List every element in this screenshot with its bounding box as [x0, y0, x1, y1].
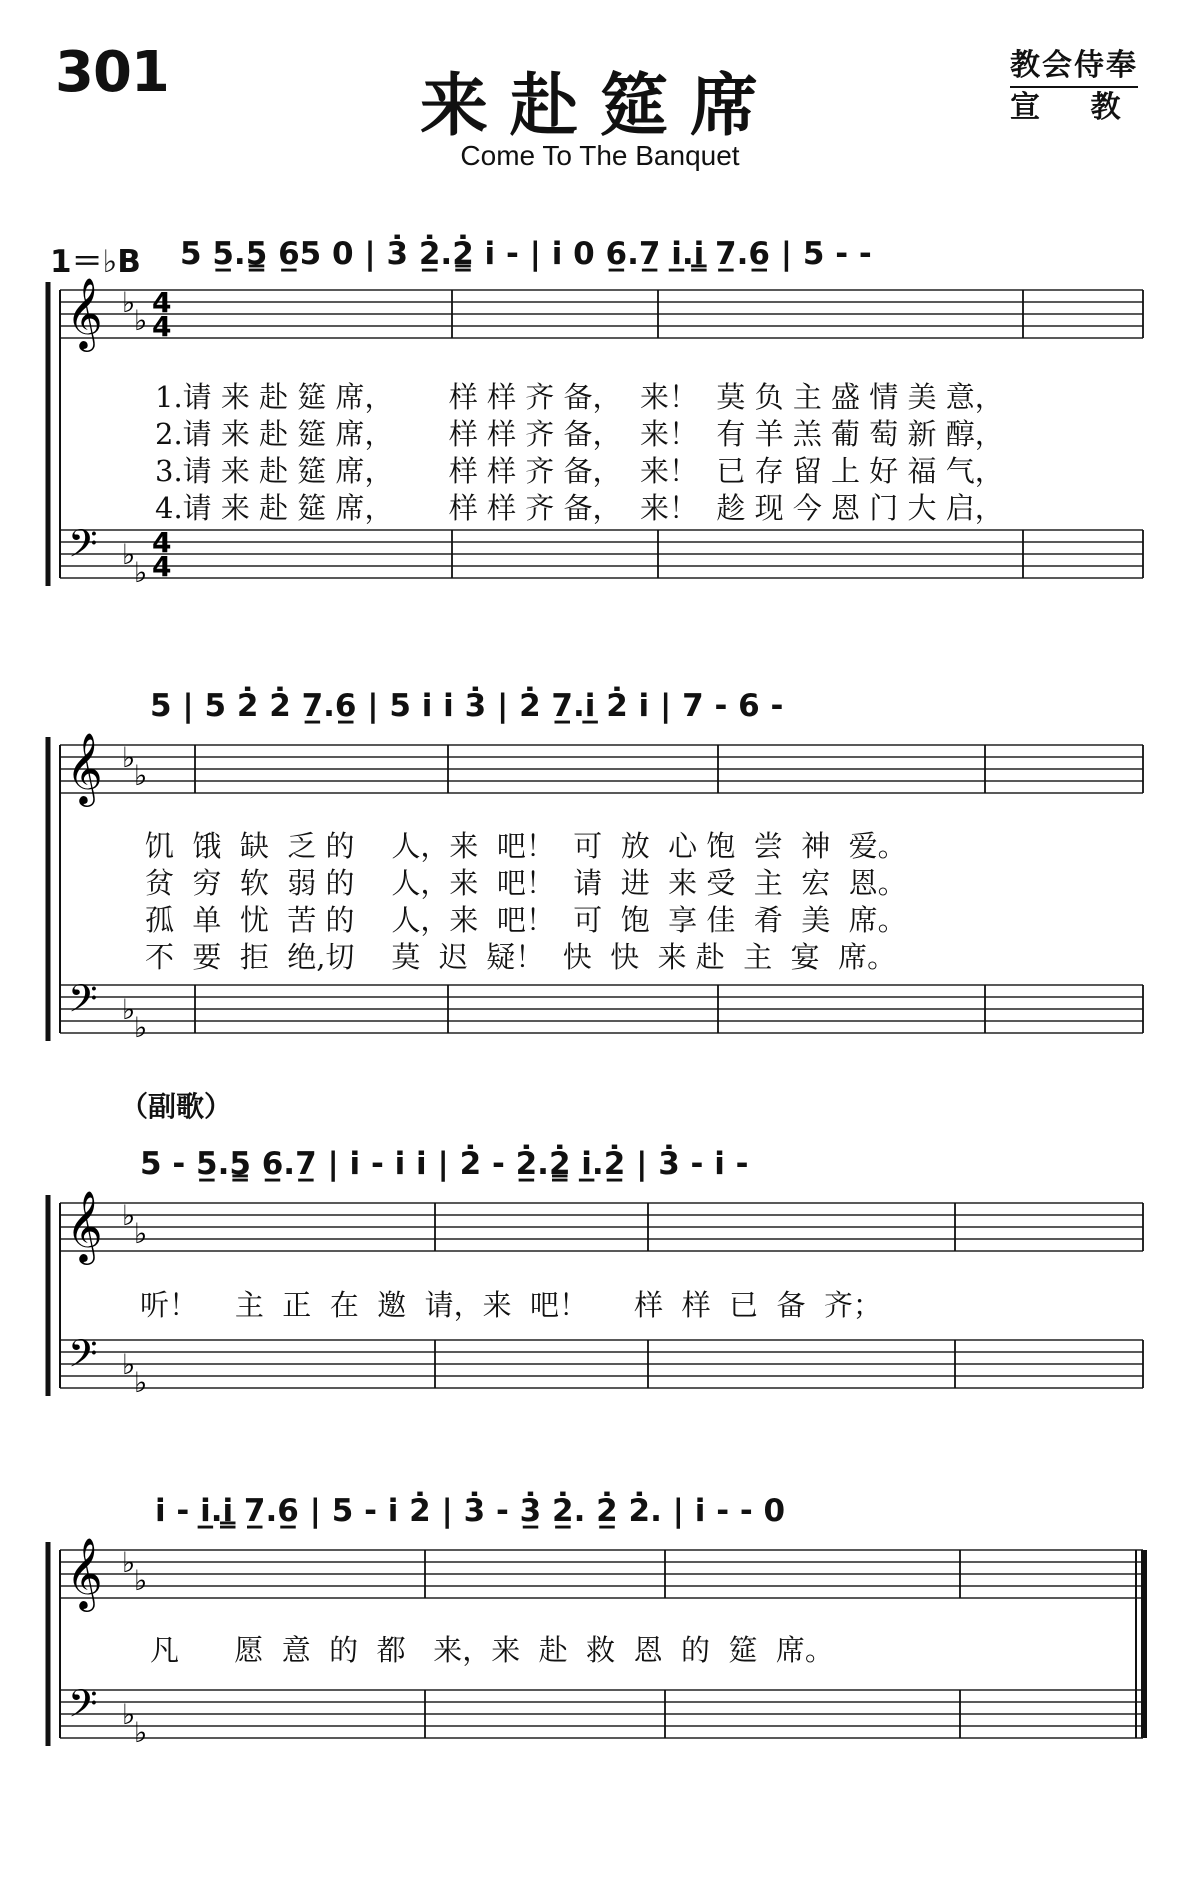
- bass-clef-icon: 𝄢: [68, 1331, 98, 1385]
- lyrics-verse-2-line-2: 贫 穷 软 弱 的 人，来 吧！ 请 进 来 受 主 宏 恩。: [145, 866, 907, 900]
- lyrics-verse-1-line-1: 1.请 来 赴 筵 席， 样 样 齐 备， 来！ 莫 负 主 盛 情 美 意，: [155, 380, 1004, 414]
- flat-icon: ♭: [122, 286, 136, 319]
- attribution-type: 宣 教: [1010, 90, 1121, 125]
- jianpu-line-4: i - i̲.i̳ 7̲.6̲ | 5 - i 2̇ | 3̇ - 3̲̇ 2̲̇. 2̲̇ 2̇. | i - - 0: [155, 1493, 786, 1529]
- lyrics-refrain-line-2: 凡 愿 意 的 都 来，来 赴 救 恩 的 筵 席。: [150, 1633, 834, 1667]
- bass-clef-icon: 𝄢: [68, 521, 98, 575]
- time-signature-digit: 4: [152, 310, 172, 343]
- time-signature-digit: 4: [152, 550, 172, 583]
- flat-icon: ♭: [122, 1546, 136, 1579]
- flat-icon: ♭: [122, 1199, 136, 1232]
- flat-icon: ♭: [134, 304, 148, 337]
- flat-icon: ♭: [122, 538, 136, 571]
- lyrics-verse-1-line-2: 饥 饿 缺 乏 的 人，来 吧！ 可 放 心 饱 尝 神 爱。: [145, 829, 907, 863]
- hymn-number: 301: [55, 40, 169, 105]
- flat-icon: ♭: [122, 741, 136, 774]
- jianpu-line-3: 5 - 5̲.5̳ 6̲.7̲ | i - i i | 2̇ - 2̲̇.2̳̇ i̲.2̲̇ | 3̇ - i -: [140, 1146, 749, 1182]
- treble-clef-icon: 𝄞: [66, 276, 103, 349]
- bass-clef-icon: 𝄢: [68, 1681, 98, 1735]
- flat-icon: ♭: [122, 1348, 136, 1381]
- lyrics-verse-2-line-1: 2.请 来 赴 筵 席， 样 样 齐 备， 来！ 有 羊 羔 葡 萄 新 醇，: [155, 417, 1004, 451]
- lyrics-verse-4-line-2: 不 要 拒 绝,切 莫 迟 疑！ 快 快 来 赴 主 宴 席。: [145, 940, 897, 974]
- attribution-source: 教会侍奉: [1010, 40, 1138, 88]
- hymn-title: 来赴筵席: [419, 67, 780, 146]
- flat-icon: ♭: [134, 1011, 148, 1044]
- treble-clef-icon: 𝄞: [66, 1189, 103, 1262]
- jianpu-line-2: 5 | 5 2̇ 2̇ 7̲.6̲ | 5 i i 3̇ | 2̇ 7̲.i̲ 2̇ i | 7 - 6 -: [150, 688, 784, 724]
- flat-icon: ♭: [134, 556, 148, 589]
- time-signature-digit: 4: [152, 286, 172, 319]
- lyrics-refrain-line-1: 听！ 主 正 在 邀 请，来 吧！ 样 样 已 备 齐；: [140, 1288, 882, 1322]
- treble-clef-icon: 𝄞: [66, 731, 103, 804]
- time-signature-digit: 4: [152, 526, 172, 559]
- lyrics-verse-4-line-1: 4.请 来 赴 筵 席， 样 样 齐 备， 来！ 趁 现 今 恩 门 大 启，: [155, 491, 1004, 525]
- flat-icon: ♭: [134, 1366, 148, 1399]
- key-signature: 1＝♭B: [50, 244, 141, 280]
- lyrics-verse-3-line-1: 3.请 来 赴 筵 席， 样 样 齐 备， 来！ 已 存 留 上 好 福 气，: [155, 454, 1004, 488]
- flat-icon: ♭: [134, 1716, 148, 1749]
- flat-icon: ♭: [134, 1217, 148, 1250]
- flat-icon: ♭: [134, 759, 148, 792]
- flat-icon: ♭: [122, 1698, 136, 1731]
- flat-icon: ♭: [134, 1564, 148, 1597]
- treble-clef-icon: 𝄞: [66, 1536, 103, 1609]
- bass-clef-icon: 𝄢: [68, 976, 98, 1030]
- flat-icon: ♭: [122, 993, 136, 1026]
- hymn-subtitle: Come To The Banquet: [460, 140, 740, 171]
- lyrics-verse-3-line-2: 孤 单 忧 苦 的 人，来 吧！ 可 饱 享 佳 肴 美 席。: [145, 903, 907, 937]
- jianpu-line-1: 5 5̲.5̳ 6̲5 0 | 3̇ 2̲̇.2̳̇ i - | i 0 6̲.7̲ i̲.i̳ 7̲.6̲ | 5 - -: [180, 236, 872, 272]
- refrain-label: （副歌）: [120, 1090, 233, 1123]
